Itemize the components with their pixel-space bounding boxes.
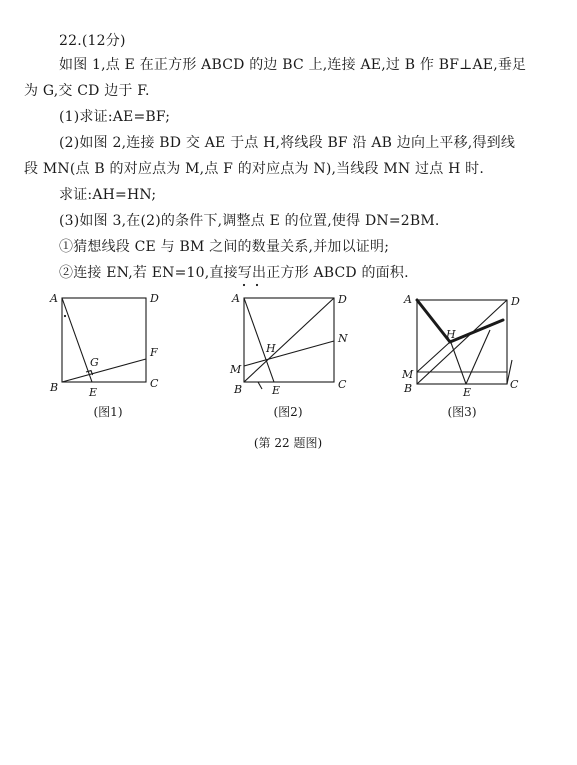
label-c: C — [510, 378, 519, 391]
segment-ae — [62, 298, 92, 382]
segment-mn — [244, 341, 334, 366]
label-e: E — [89, 386, 98, 399]
part-2-line-1: (2)如图 2,连接 BD 交 AE 于点 H,将线段 BF 沿 AB 边向上平移,得到线 — [59, 135, 516, 151]
segment-bf — [62, 359, 146, 382]
label-m: M — [230, 363, 242, 376]
part-2-line-3: 求证:AH=HN; — [59, 187, 157, 203]
part-3-question-2: ②连接 EN,若 EN=10,直接写出正方形 ABCD 的面积. — [59, 265, 409, 281]
label-b: B — [234, 383, 243, 396]
label-f: F — [150, 346, 158, 359]
label-d: D — [511, 295, 520, 308]
label-c: C — [150, 377, 159, 390]
part-1-text: (1)求证:AE=BF; — [59, 109, 171, 125]
figure-3-caption: (图3) — [447, 405, 477, 419]
problem-stem-line-2: 为 G,交 CD 边于 F. — [24, 83, 150, 99]
label-c: C — [338, 378, 347, 391]
part-3-text: (3)如图 3,在(2)的条件下,调整点 E 的位置,使得 DN=2BM. — [59, 213, 440, 229]
label-m: M — [402, 368, 414, 381]
part-3-question-1: ①猜想线段 CE 与 BM 之间的数量关系,并加以证明; — [59, 239, 390, 255]
figure-1-caption: (图1) — [93, 405, 123, 419]
problem-stem-line-1: 如图 1,点 E 在正方形 ABCD 的边 BC 上,连接 AE,过 B 作 BF⊥AE,垂足 — [59, 57, 527, 73]
segment-mh — [417, 342, 450, 372]
label-n: N — [338, 332, 348, 345]
label-a: A — [232, 292, 240, 305]
label-d: D — [338, 293, 347, 306]
segment-ae-lower — [450, 340, 466, 384]
label-e: E — [463, 386, 472, 399]
figure-2-diagram — [228, 282, 358, 400]
problem-figure-caption: (第 22 题图) — [253, 436, 323, 450]
figure-3-diagram — [400, 290, 530, 402]
square-abcd — [62, 298, 146, 382]
figure-1-diagram — [48, 290, 178, 400]
label-e: E — [272, 384, 281, 397]
segment-ae — [244, 298, 274, 382]
bf-stub — [258, 382, 262, 389]
segment-hn-bold — [450, 320, 503, 342]
problem-number: 22.(12分) — [59, 33, 126, 49]
label-a: A — [50, 292, 58, 305]
label-h: H — [446, 328, 456, 341]
label-d: D — [150, 292, 159, 305]
part-2-line-2: 段 MN(点 B 的对应点为 M,点 F 的对应点为 N),当线段 MN 过点 H 时. — [24, 161, 484, 177]
diagonal-bd — [244, 298, 334, 382]
label-a: A — [404, 293, 412, 306]
segment-ec — [466, 330, 490, 384]
label-b: B — [50, 381, 59, 394]
label-h: H — [266, 342, 276, 355]
figure-2-caption: (图2) — [273, 405, 303, 419]
label-b: B — [404, 382, 413, 395]
label-g: G — [90, 356, 99, 369]
